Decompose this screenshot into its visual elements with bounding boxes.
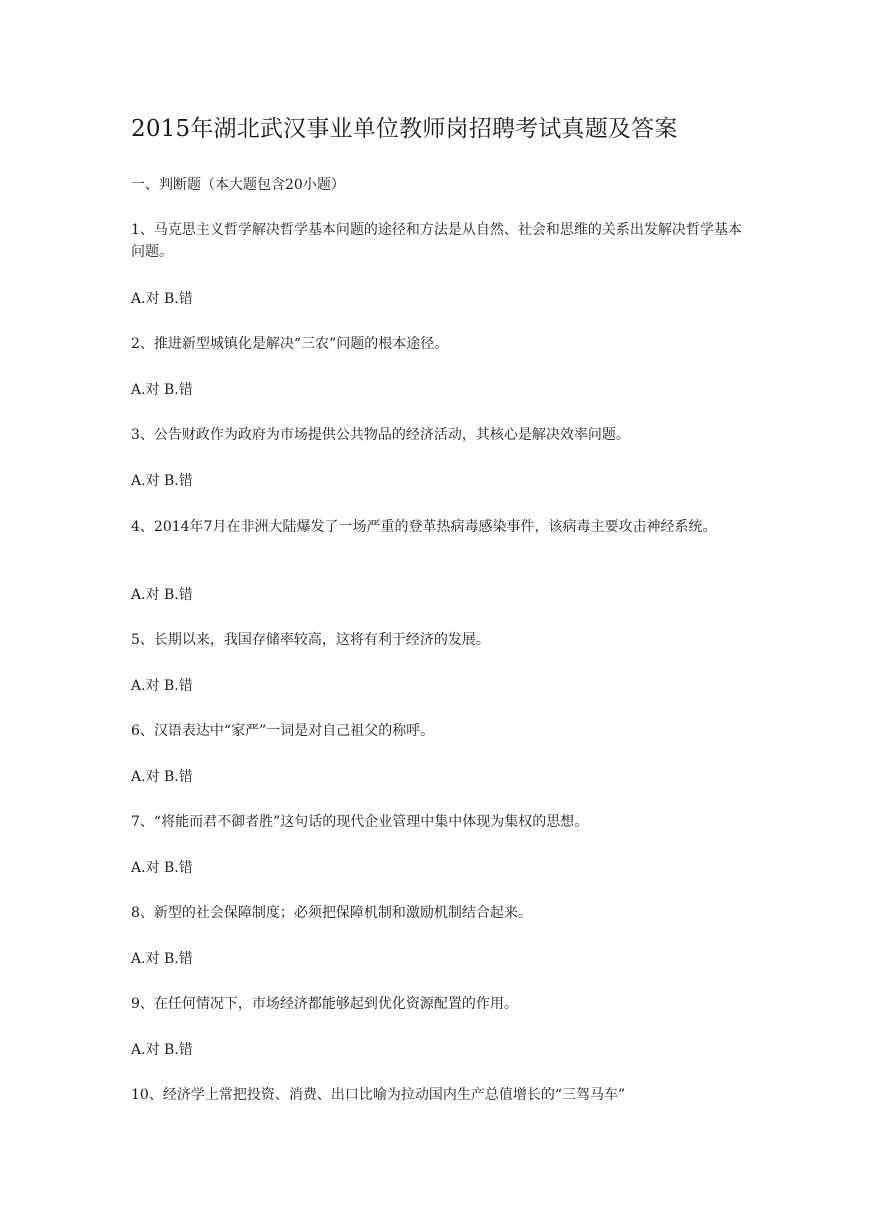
question-8: 8、新型的社会保障制度；必须把保障机制和激励机制结合起来。 <box>131 905 532 921</box>
question-5-options: A.对 B.错 <box>131 678 193 694</box>
question-4: 4、2014年7月在非洲大陆爆发了一场严重的登革热病毒感染事件，该病毒主要攻击神经系统。 <box>131 519 717 535</box>
section-heading: 一、判断题（本大题包含20小题） <box>131 177 345 193</box>
question-3: 3、公告财政作为政府为市场提供公共物品的经济活动，其核心是解决效率问题。 <box>131 427 630 443</box>
question-6: 6、汉语表达中“家严”一词是对自己祖父的称呼。 <box>131 723 435 739</box>
question-1: 1、马克思主义哲学解决哲学基本问题的途径和方法是从自然、社会和思维的关系出发解决哲学基本问题。 <box>131 222 742 260</box>
question-3-options: A.对 B.错 <box>131 473 193 489</box>
question-4-options: A.对 B.错 <box>131 587 193 603</box>
question-6-options: A.对 B.错 <box>131 769 193 785</box>
question-10: 10、经济学上常把投资、消费、出口比喻为拉动国内生产总值增长的“三驾马车” <box>131 1087 626 1103</box>
question-1-options: A.对 B.错 <box>131 291 193 307</box>
question-7: 7、“将能而君不御者胜”这句话的现代企业管理中集中体现为集权的思想。 <box>131 814 589 830</box>
question-9: 9、在任何情况下，市场经济都能够起到优化资源配置的作用。 <box>131 996 518 1012</box>
question-7-options: A.对 B.错 <box>131 860 193 876</box>
question-5: 5、长期以来，我国存储率较高，这将有利于经济的发展。 <box>131 632 490 648</box>
question-9-options: A.对 B.错 <box>131 1042 193 1058</box>
question-8-options: A.对 B.错 <box>131 951 193 967</box>
question-2-options: A.对 B.错 <box>131 382 193 398</box>
document-title: 2015年湖北武汉事业单位教师岗招聘考试真题及答案 <box>131 116 678 142</box>
question-2: 2、推进新型城镇化是解决“三农”问题的根本途径。 <box>131 336 449 352</box>
